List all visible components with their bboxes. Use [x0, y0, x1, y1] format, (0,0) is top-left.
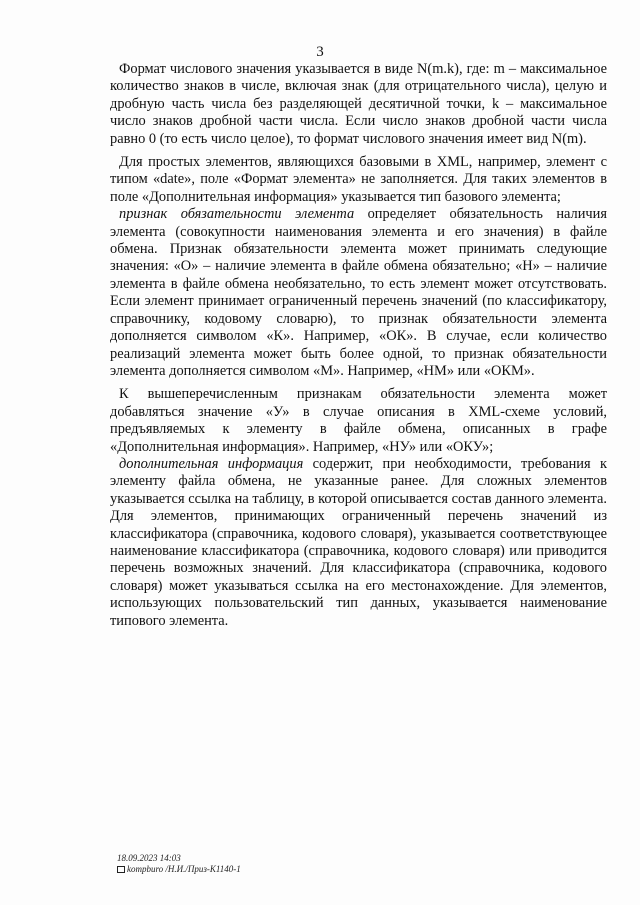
paragraph-simple-elements	[110, 154, 607, 206]
paragraph-lead: дополнительная информация	[119, 455, 304, 472]
document-body	[110, 61, 607, 636]
paragraph-text: Формат числового значения указывается в виде N(m.k), где: m – максимальное количество знаков в числе, включая знак (для отрицательного числа), целую и дробную часть числа без разделяющей десятичной точки, k – максимальное число знаков дробной части числа. Если число знаков дробной части числа равно 0 (то есть число целое), то формат числового значения имеет вид N(m).	[110, 61, 607, 147]
paragraph-condition-flag	[110, 386, 607, 456]
paragraph-lead: признак обязательности элемента	[119, 206, 355, 223]
paragraph-required-flag	[110, 206, 607, 380]
print-footer	[117, 853, 241, 875]
paragraph-text: Для простых элементов, являющихся базовыми в XML, например, элемент с типом «date», поле «Формат элемента» не заполняется. Для таких элементов в поле «Дополнительная информация» указывается тип базового элемента;	[110, 154, 607, 205]
paragraph-text: содержит, при необходимости, требования к элементу файла обмена, не указанные ранее. Для сложных элементов указывается ссылка на таблицу, в которой описывается состав данного элемента. Для элементов, принимающих ограниченный перечень значений из классификатора (справочника, кодового словаря), указывается соответствующее наименование классификатора (справочника, кодового словаря) или приводится перечень возможных значений. Для классификатора (справочника, кодового словаря) может указываться ссылка на его местонахождение. Для элементов, использующих пользовательский тип данных, указывается наименование типового элемента.	[110, 455, 607, 629]
print-path: kompburo /Н.И./Приз-К1140-1	[127, 864, 241, 874]
print-date: 18.09.2023 14:03	[117, 853, 181, 863]
page-number: 3	[316, 44, 324, 60]
print-path-line	[117, 864, 241, 875]
paragraph-additional-info	[110, 456, 607, 630]
paragraph-number-format	[110, 61, 607, 148]
paragraph-text: определяет обязательность наличия элемента (совокупности наименования элемента и его значения) в файле обмена. Признак обязательности элемента может принимать следующие значения: «О» – наличие элемента в файле обмена обязательно; «Н» – наличие элемента в файле обмена необязательно, то есть элемент может отсутствовать. Если элемент принимает ограниченный перечень значений (по классификатору, справочнику, кодовому словарю), то признак обязательности элемента дополняется символом «К». Например, «ОК». В случае, если количество реализаций элемента может быть более одной, то признак обязательности элемента дополняется символом «М». Например, «НМ» или «ОКМ».	[110, 206, 607, 379]
printer-stamp-icon	[117, 866, 125, 873]
paragraph-text: К вышеперечисленным признакам обязательности элемента может добавляться значение «У» в случае описания в XML-схеме условий, предъявляемых к элементу в файле обмена, описанных в графе «Дополнительная информация». Например, «НУ» или «ОКУ»;	[110, 386, 607, 455]
